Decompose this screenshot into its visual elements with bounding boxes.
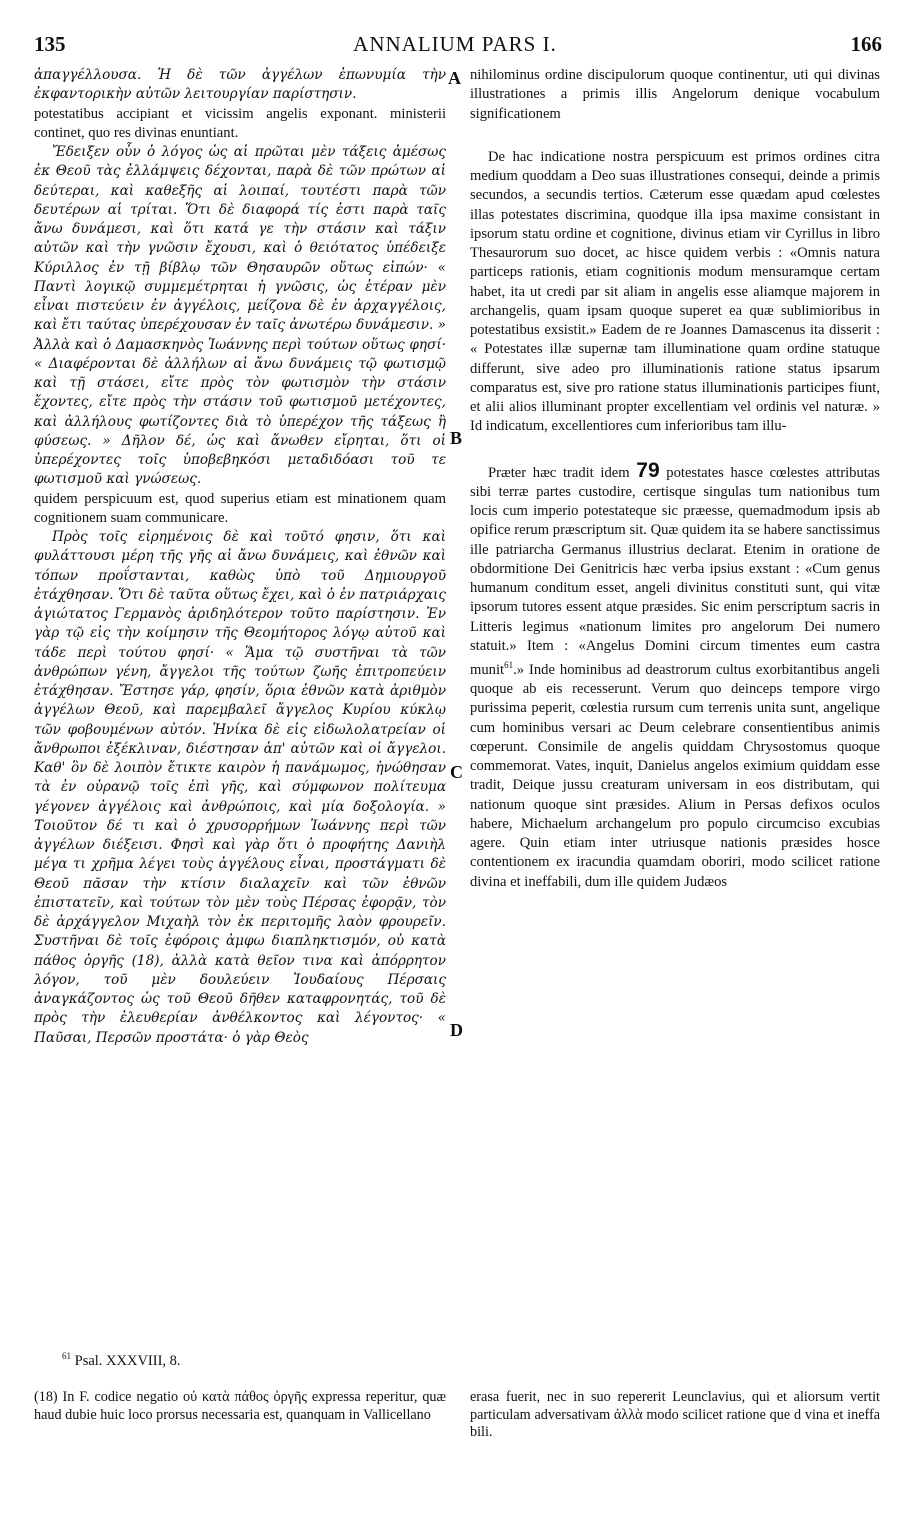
greek-paragraph: Πρὸς τοῖς εἰρημένοις δὲ καὶ τοῦτό φησιν, ὅτι καὶ φυλάττουσι μέρη τῆς γῆς αἱ ἄνω δυνάμεις, καὶ ἐθνῶν καὶ τόπων προΐστανται, καθὼς ὑπὸ τοῦ Δημιουργοῦ ἐτάχθησαν. Ὅτι δὲ ταῦτα οὕτως ἔχει, καὶ ὁ ἐν πατριάρχαις ἁγιώτατος Γερμανὸς ἀριδηλότερον τοῦτο παρίστησιν. Ἐν γὰρ τῷ εἰς τὴν κοίμησιν τῆς Θεομήτορος λόγῳ αὐτοῦ καὶ τάδε περὶ τούτου φησί· « Ἅμα τῷ συστῆναι τὰ τῶν ἀνθρώπων γένη, ἄγγελοι τῆς τούτων ζωῆς ἐπιτροπεύειν ἐτάχθησαν. Ἔστησε γάρ, φησίν, ὅρια ἐθνῶν κατὰ ἀριθμὸν ἀγγέλων Θεοῦ, καὶ παρεμβαλεῖ ἄγγελος Κυρίου κύκλῳ τῶν φοβουμένων αὐτόν. Ἡνίκα δὲ εἰς εἰδωλολατρείαν οἱ ἄνθρωποι ἐξέκλιναν, διέστησαν ἀπ' αὐτῶν καὶ οἱ ἄγγελοι. Καθ' ὃν δὲ λοιπὸν ἔτικτε καιρὸν ἡ πανάμωμος, ἡνώθησαν τὰ ἐν οὐρανῷ τοῖς ἐπὶ γῆς, καὶ σύμφωνον πολίτευμα γέγονεν ἀγγέλοις καὶ ἀνθρώποις, καὶ μία δοξολογία. » Τοιοῦτον δέ τι καὶ ὁ χρυσορρήμων Ἰωάννης περὶ τῶν ἀγγέλων διέξεισι. Φησὶ καὶ γὰρ ὅτι ὁ προφήτης Δανιὴλ μέγα τι χρῆμα λέγει τοὺς ἀγγέλους εἶναι, προστάγματι δὲ Θεοῦ πᾶσαν τὴν κτίσιν διαλαχεῖν καὶ τῶν ἐθνῶν ἐπιστατεῖν, καὶ τούτων τὸν μὲν τοὺς Πέρσας ἐφορᾷν, τὸν δὲ ἀρχάγγελον Μιχαὴλ τὸν ἐκ περιτομῆς λαὸν φρουρεῖν. Συστῆναι δὲ τοῖς ἐφόροις ἀμφω διαπληκτισμόν, οὐ κατὰ πάθος ὀργῆς (18), ἀλλὰ κατὰ θεῖον τινα καὶ ἀπόρρητον λόγον, τοῦ μὲν δουλεύειν Ἰουδαίους Πέρσαις ἀναγκάζοντος ὡς τοῦ Θεοῦ δῆθεν καταφρονητάς, τοῦ δὲ πρὸς τὴν ἐλευθερίαν ἀνθέλκοντος καὶ λέγοντος· « Παῦσαι, Περσῶν προστάτα· ὁ γὰρ Θεὸς	[34, 529, 446, 1046]
paragraph-text: Præter hæc tradit idem	[488, 464, 630, 481]
greek-paragraph: ἀπαγγέλλουσα. Ἡ δὲ τῶν ἀγγέλων ἐπωνυμία τὴν ἐκφαντορικὴν αὐτῶν λειτουργίαν παρίστησιν.	[34, 67, 446, 103]
editor-note-left	[34, 1389, 446, 1424]
footnote-marker: 61	[504, 660, 514, 670]
paragraph-number: 79	[636, 458, 660, 482]
latin-paragraph	[470, 458, 880, 892]
editor-note-right	[470, 1389, 880, 1442]
latin-paragraph: potestatibus accipiant et vicissim angelis exponant. ministerii continet, quo res divinas enuntiant.	[34, 105, 446, 141]
latin-paragraph: quidem perspicuum est, quod superius etiam est minationem quam cognitionem suam communicare.	[34, 490, 446, 526]
paragraph-text: .» Inde hominibus ad deastrorum cultus exorbitantibus angeli quoque ab eis recesserunt. Verum quo deinceps tempore virgo purissima peperit, cœlestia rursum cum terrenis unita sunt, angelique cum hominibus versari ac Deum celebrare consentientibus animis cœperunt. Consimile de angelis quiddam Chrysostomus quoque commemorat. Vates, inquit, Danielus angelos eximium quiddam esse tradit, Deique jussu creaturam universam in eos distributam, qui nationum quoque sint præsides. Alium in Persas defixos oculos habere, Michaelum archangelum pro populo circumciso excubias agere. Quin etiam inter utriusque nationis præsides hosce contentionem ex iracundia quamdam oboriri, modo scilicet ratione divina et ineffabili, dum ille quidem Judæos	[470, 661, 880, 890]
note-text: erasa fuerit, nec in suo repererit Leunclavius, qui et aliorsum vertit particulam adversativam ἀλλὰ modo scilicet ratione que d vina et ineffa bili.	[470, 1389, 880, 1441]
footnote-number: 61	[62, 1351, 71, 1361]
section-marker-c: C	[450, 762, 463, 782]
page-number-right: 166	[850, 32, 882, 56]
right-column	[470, 66, 880, 892]
footnote	[62, 1351, 181, 1370]
footnote-text: Psal. XXXVIII, 8.	[74, 1352, 181, 1369]
running-title: ANNALIUM PARS I.	[353, 32, 557, 56]
paragraph-text: potestates hasce cœlestes attributas sibi terræ partes custodire, certisque singulas tum nationibus tum locis cum imperio potestateque sic præesse, quemadmodum ipsis ab opifice rerum præscriptum sit. Quæ quidem ita se habere sanctissimus ille patriarcha Germanus illustrius declarat. Etenim in oratione de obdormitione Dei Genitricis hæc verba ipsius exstant : «Cum genus humanum conditum esset, angeli divinitus constituti sunt, qui vitæ ipsorum tutores essent atque præsides. Sic enim perscriptum sacris in Litteris legimus «nationum limites pro angelorum Dei numero statuit.» Item : «Angelus Domini circum timentes eum castra munit	[470, 464, 880, 678]
section-marker-b: B	[450, 428, 463, 448]
section-marker-d: D	[450, 1020, 463, 1040]
greek-paragraph: Ἔδειξεν οὖν ὁ λόγος ὡς αἱ πρῶται μὲν τάξεις ἀμέσως ἐκ Θεοῦ τὰς ἐλλάμψεις δέχονται, παρὰ δὲ τῶν πρώτων αἱ δεύτεραι, καὶ καθεξῆς αἱ λοιπαί, τουτέστι παρὰ τῶν δευτέρων αἱ τρίται. Ὅτι δὲ διαφορά τίς ἐστι παρὰ ταῖς ἄνω δυνάμεσι, καὶ ὅτι κατά γε τὴν στάσιν καὶ τάξιν αὐτῶν καὶ τὴν γνῶσιν ἔχουσι, καὶ ὁ θειότατος ὑπέδειξε Κύριλλος ἐν τῇ βίβλῳ τῶν Θησαυρῶν οὕτως εἰπών· « Παντὶ λογικῷ συμμεμέτρηται ἡ γνῶσις, ὡς ἑτέραν μὲν εἶναι πιστεύειν ἐν ἀγγέλοις, μείζονα δὲ ἐν ἀρχαγγέλοις, καὶ ἔτι ταύτας ὑπερέχουσαν ἐν ταῖς ἀνωτέρω δυνάμεσιν. » Ἀλλὰ καὶ ὁ Δαμασκηνὸς Ἰωάννης περὶ τούτων οὕτως φησί· « Διαφέρονται δὲ ἀλλήλων αἱ ἄνω δυνάμεις τῷ φωτισμῷ καὶ τῇ στάσει, εἴτε πρὸς τὸν φωτισμὸν τὴν στάσιν ἔχοντες, εἴτε πρὸς τὴν στάσιν τοῦ φωτισμοῦ μετέχοντες, καὶ ἀλλήλους φωτίζοντες διὰ τὸ ὑπερέχον τῆς τάξεως ἢ φύσεως. » Δῆλον δέ, ὡς καὶ ἄνωθεν εἴρηται, ὅτι οἱ ὑπερέχοντες τοῖς ὑποβεβηκόσι μεταδιδόασι τοῦ τε φωτισμοῦ καὶ γνώσεως.	[34, 144, 446, 488]
left-column	[34, 66, 446, 1048]
note-text: (18) In F. codice negatio οὐ κατὰ πάθος ὀργῆς expressa reperitur, quæ haud dubie huic loco prorsus necessaria est, quanquam in Vallicellano	[34, 1389, 446, 1423]
section-marker-a: A	[448, 68, 461, 88]
running-header	[0, 14, 910, 54]
latin-paragraph: nihilominus ordine discipulorum quoque continentur, uti qui divinas illustrationes a primis illis Angelorum denique vocabulum significationem	[470, 67, 880, 122]
page-number-left: 135	[34, 32, 66, 56]
latin-paragraph: De hac indicatione nostra perspicuum est primos ordines citra medium quoddam a Deo suas illustrationes consequi, deinde a primis secundos, a secundis tertios. Cæterum esse quædam apud cœlestes illas potestates discrimina, quodque illa ipsa maxime consistant in ipsorum statu ordine et cognitione, divinus etiam vir Cyrillus in libro Thesaurorum suo docet, ac hisce quidem verbis : «Omnis natura particeps rationis, etiam cognitionis modum mensuramque certam habet, ita ut credi par sit aliam in angelis esse aliamque majorem in archangelis, quam ipsam quoque superet ea quæ sublimioribus in potestatibus exsistit.» Eadem de re Joannes Damascenus ita disserit : « Potestates illæ supernæ tam illuminatione quam ordine statuque differunt, sive adeo pro illuminationis ratione status ipsarum comparatus est, sive pro ratione status illuminationis participes fiunt, et alii alios illuminant propter excellentiam vel ordinis vel naturæ. » Id indicatum, excellentiores cum inferioribus tam illu-	[470, 148, 880, 435]
